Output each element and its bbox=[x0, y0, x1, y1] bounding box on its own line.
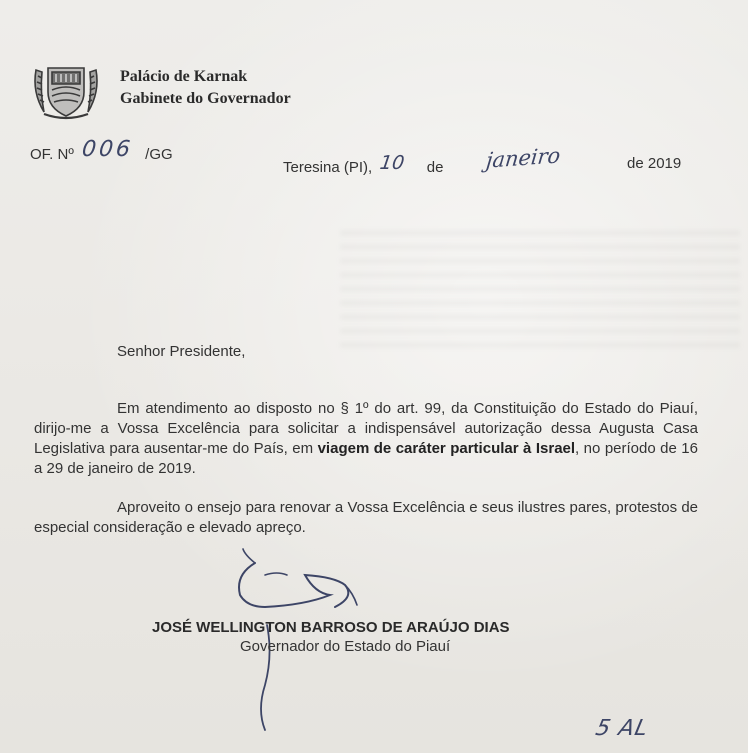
rubric-text: 5 AL bbox=[593, 716, 651, 741]
paragraph1-text-a: Em atendimento ao disposto no § 1º do art. 99, da Constituição do Estado do Piauí, dirijo-me a Vossa Excelência para solicitar a indispensável autorização dessa Augusta Casa Legislativa para ausentar-me do País, em bbox=[34, 400, 698, 457]
reference-number: 006 bbox=[80, 137, 135, 162]
salutation: Senhor Presidente, bbox=[117, 343, 246, 360]
date-city: Teresina (PI), bbox=[283, 159, 373, 176]
initials-rubric bbox=[593, 708, 716, 750]
signer-title: Governador do Estado do Piauí bbox=[240, 638, 451, 655]
date-month: janeiro bbox=[484, 143, 562, 173]
body-paragraph-1 bbox=[34, 399, 698, 479]
reference-suffix: /GG bbox=[145, 146, 173, 163]
letterhead-palace: Palácio de Karnak bbox=[120, 68, 248, 85]
signer-name: JOSÉ WELLINGTON BARROSO DE ARAÚJO DIAS bbox=[152, 619, 510, 636]
date-de: de bbox=[426, 159, 444, 176]
paragraph1-text-b: , no período de 16 a 29 de janeiro de 2019. bbox=[34, 440, 698, 477]
body-paragraph-2: Aproveito o ensejo para renovar a Vossa Excelência e seus ilustres pares, protestos de especial consideração e elevado apreço. bbox=[34, 499, 698, 536]
date-line bbox=[283, 152, 444, 177]
letterhead-office: Gabinete do Governador bbox=[120, 90, 291, 107]
official-letter-reference bbox=[30, 137, 173, 165]
bleed-through-text bbox=[340, 230, 740, 350]
letterhead bbox=[120, 66, 291, 110]
coat-of-arms-icon bbox=[30, 62, 102, 120]
date-day: 10 bbox=[378, 152, 407, 174]
date-year: de 2019 bbox=[627, 155, 682, 172]
paragraph1-bold: viagem de caráter particular à Israel bbox=[317, 440, 576, 457]
reference-prefix: OF. Nº bbox=[30, 146, 74, 163]
